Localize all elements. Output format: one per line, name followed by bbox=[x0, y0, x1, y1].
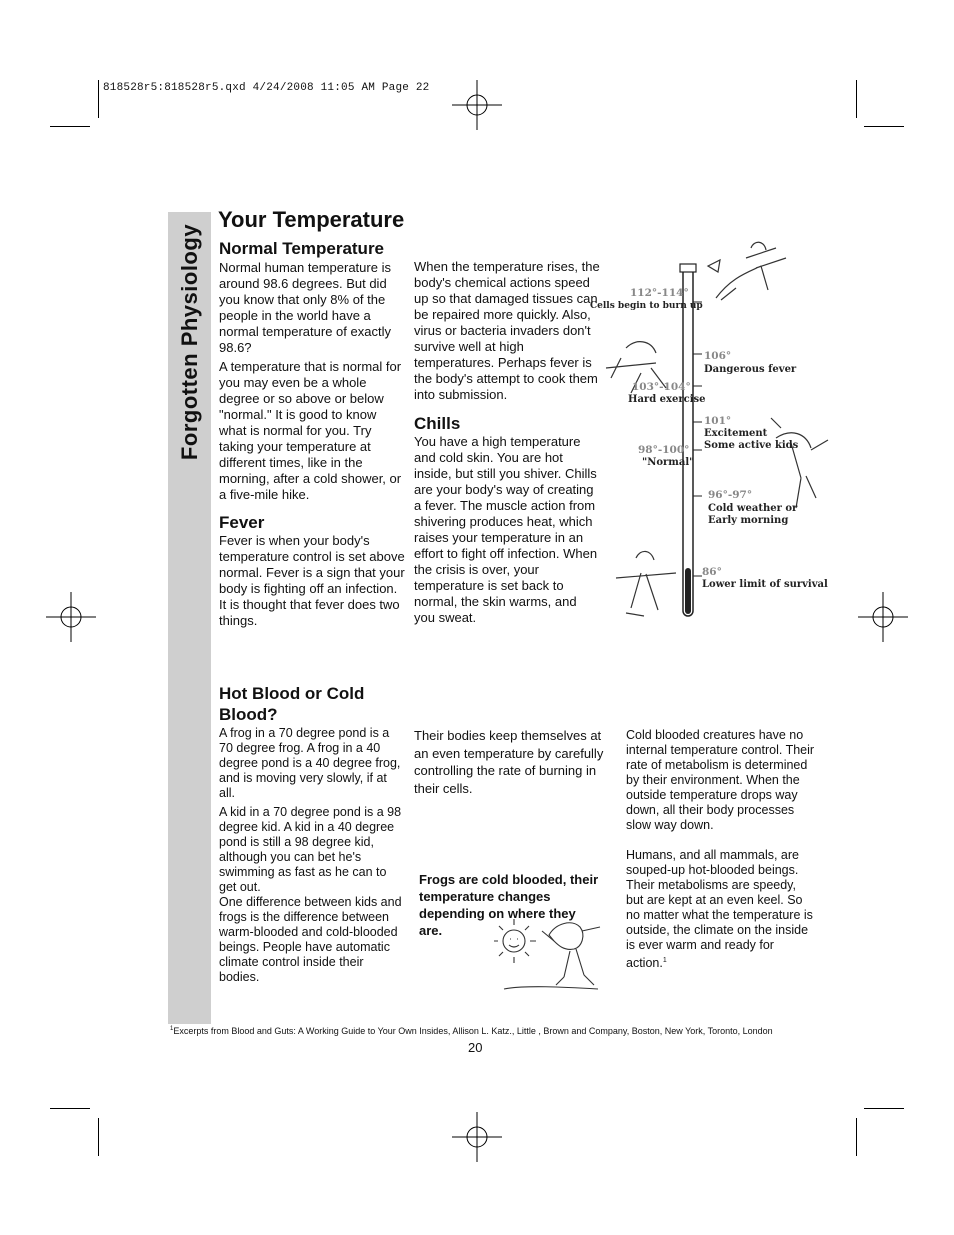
therm-value-106: 106° bbox=[704, 350, 732, 362]
frog-caption: Frogs are cold blooded, their temperature changes depending on where they are. bbox=[419, 872, 599, 938]
hot-blood-p6: Humans, and all mammals, are souped-up hot-blooded beings. Their metabolisms are speedy, but are kept at an even keel. So no matter what the temperature is outside, the climate on the inside is ever warm and ready for action.$^1$ bbox=[626, 848, 813, 971]
figure-sketch-top bbox=[708, 242, 786, 300]
hot-blood-p3: One difference between kids and frogs is the difference between warm-blooded and cold-blooded beings. People have automatic climate control inside their bodies. bbox=[219, 895, 402, 984]
page-title: Your Temperature bbox=[218, 207, 405, 232]
registration-mark-top bbox=[452, 80, 502, 130]
therm-label-96a: Cold weather or bbox=[708, 503, 798, 514]
normal-temperature-heading: Normal Temperature bbox=[219, 239, 385, 258]
chills-p1: You have a high temperature and cold skin. You are hot inside, but still you shiver. Chills are your body's way of creating a fever. The muscle action from shivering produces heat, which raises your temperature in an effort to fight off infection. When the crisis is over, your temperature is set back to normal, the skin warms, and you sweat. bbox=[414, 434, 598, 625]
normal-temperature-section bbox=[219, 238, 405, 629]
therm-label-112: Cells begin to burn up bbox=[590, 301, 703, 311]
figure-sketch-kid bbox=[771, 418, 828, 508]
hot-blood-col3 bbox=[626, 728, 816, 971]
printer-slug: 818528r5:818528r5.qxd 4/24/2008 11:05 AM Page 22 bbox=[103, 82, 430, 94]
therm-label-86: Lower limit of survival bbox=[702, 579, 828, 590]
chills-heading: Chills bbox=[414, 414, 461, 433]
therm-label-103: Hard exercise bbox=[628, 394, 706, 405]
therm-value-101: 101° bbox=[704, 415, 732, 427]
therm-label-106: Dangerous fever bbox=[704, 364, 797, 375]
hot-blood-p2: A kid in a 70 degree pond is a 98 degree kid. A kid in a 40 degree pond is still a 98 degree kid, although you can bet he's swimming as fast as he can to get out. bbox=[219, 805, 402, 894]
sidebar-title: Forgotten Physiology bbox=[176, 223, 202, 461]
normal-temperature-p1: Normal human temperature is around 98.6 degrees. But did you know that only 8% of the people in the world have a normal temperature of exactly 98.6? bbox=[219, 260, 391, 355]
fever-p1: Fever is when your body's temperature control is set above normal. Fever is a sign that your body is fighting off an infection. It is thought that fever does two things. bbox=[219, 533, 405, 628]
hot-blood-p4: Their bodies keep themselves at an even temperature by carefully controlling the rate of burning in their cells. bbox=[414, 728, 604, 796]
therm-value-98: 98°-100° bbox=[638, 444, 690, 456]
therm-value-86: 86° bbox=[702, 566, 722, 578]
temperature-rises-section bbox=[414, 259, 600, 626]
registration-mark-bottom bbox=[452, 1112, 502, 1162]
therm-value-103: 103°-104° bbox=[632, 381, 691, 393]
footnote-ref: 1 bbox=[662, 957, 667, 964]
therm-label-96b: Early morning bbox=[708, 515, 789, 526]
hot-blood-col2 bbox=[414, 727, 610, 797]
therm-label-101b: Some active kids bbox=[704, 440, 799, 451]
figure-sketch-cold bbox=[616, 551, 676, 616]
therm-label-98: "Normal" bbox=[642, 457, 695, 468]
footnote: $^1$Excerpts from Blood and Guts: A Working Guide to Your Own Insides, Allison L. Katz., Little , Brown and Company, Boston, New York, Toronto, London bbox=[170, 1026, 773, 1036]
hot-blood-p5: Cold blooded creatures have no internal temperature control. Their rate of metabolism is determined by their environment. When the outside temperature drops way down, all their body processes slow way down. bbox=[626, 728, 815, 832]
therm-value-96: 96°-97° bbox=[708, 489, 753, 501]
page-number: 20 bbox=[468, 1040, 483, 1055]
temperature-rises-p1: When the temperature rises, the body's chemical actions speed up so that damaged tissues can be repaired more quickly. Also, virus or bacteria invaders don't survive well at high temperatures. Perhaps fever is the body's attempt to cook them into submission. bbox=[414, 259, 600, 402]
therm-label-101a: Excitement bbox=[704, 428, 768, 439]
therm-value-112: 112°-114° bbox=[630, 287, 689, 299]
hot-blood-heading: Hot Blood or Cold Blood? bbox=[219, 684, 365, 724]
normal-temperature-p2: A temperature that is normal for you may even be a whole degree or so above or below "normal." It is good to know what is normal for you. Try taking your temperature at different times, like in the morning, after a cold shower, or a five-mile hike. bbox=[219, 359, 402, 502]
hot-blood-section bbox=[219, 683, 405, 985]
fever-heading: Fever bbox=[219, 513, 265, 532]
hot-blood-p1: A frog in a 70 degree pond is a 70 degree frog. A frog in a 40 degree pond is a 40 degree frog, and is moving very slowly, if at all. bbox=[219, 726, 401, 800]
registration-mark-right bbox=[858, 592, 908, 642]
frog-sun-illustration bbox=[494, 905, 606, 995]
registration-mark-left bbox=[46, 592, 96, 642]
